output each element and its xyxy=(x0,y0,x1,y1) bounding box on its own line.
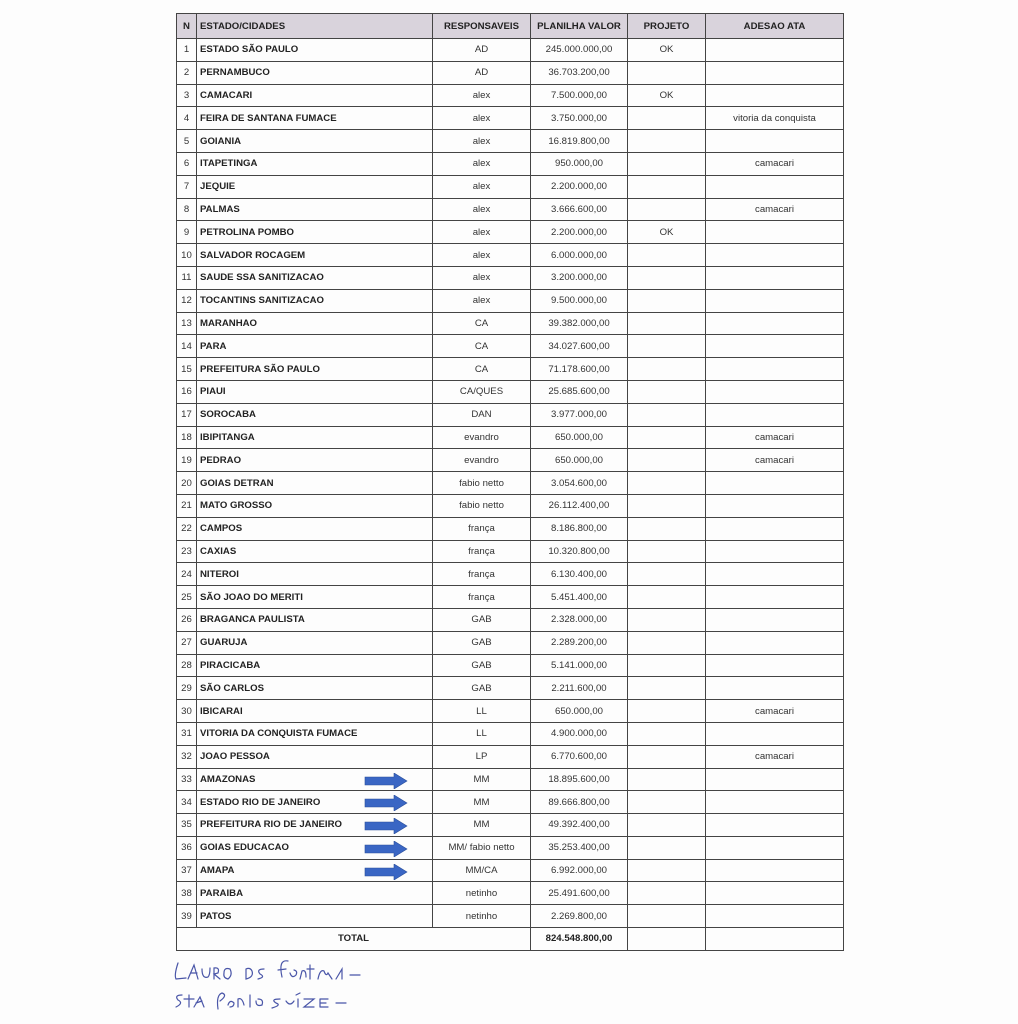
row-estado-cidade: PREFEITURA RIO DE JANEIRO xyxy=(197,814,433,837)
row-planilha-valor: 71.178.600,00 xyxy=(531,358,628,381)
row-adesao-ata xyxy=(706,61,844,84)
row-planilha-valor: 2.200.000,00 xyxy=(531,175,628,198)
row-number: 34 xyxy=(177,791,197,814)
row-responsavel: frança xyxy=(433,563,531,586)
row-projeto xyxy=(628,380,706,403)
arrow-right-icon xyxy=(364,795,408,811)
table-row xyxy=(177,403,844,426)
row-number: 13 xyxy=(177,312,197,335)
row-planilha-valor: 26.112.400,00 xyxy=(531,494,628,517)
row-number: 15 xyxy=(177,358,197,381)
row-estado-cidade: PALMAS xyxy=(197,198,433,221)
header-planilha-valor: PLANILHA VALOR xyxy=(531,14,628,39)
row-number: 39 xyxy=(177,905,197,928)
row-number: 6 xyxy=(177,152,197,175)
row-estado-cidade: CAMACARI xyxy=(197,84,433,107)
table-row xyxy=(177,244,844,267)
row-estado-cidade: IBIPITANGA xyxy=(197,426,433,449)
header-adesao-ata: ADESAO ATA xyxy=(706,14,844,39)
row-projeto xyxy=(628,859,706,882)
row-number: 38 xyxy=(177,882,197,905)
table-row xyxy=(177,494,844,517)
spreadsheet-document xyxy=(176,13,843,951)
row-projeto xyxy=(628,608,706,631)
row-number: 17 xyxy=(177,403,197,426)
table-row xyxy=(177,631,844,654)
row-projeto xyxy=(628,107,706,130)
row-estado-cidade: IBICARAI xyxy=(197,700,433,723)
row-responsavel: LP xyxy=(433,745,531,768)
row-responsavel: LL xyxy=(433,700,531,723)
row-number: 30 xyxy=(177,700,197,723)
table-row xyxy=(177,107,844,130)
row-estado-cidade: PARA xyxy=(197,335,433,358)
row-responsavel: fabio netto xyxy=(433,472,531,495)
row-projeto: OK xyxy=(628,84,706,107)
row-planilha-valor: 34.027.600,00 xyxy=(531,335,628,358)
row-projeto xyxy=(628,745,706,768)
row-responsavel: alex xyxy=(433,152,531,175)
row-projeto xyxy=(628,722,706,745)
table-row xyxy=(177,517,844,540)
row-projeto xyxy=(628,175,706,198)
table-row xyxy=(177,472,844,495)
row-estado-cidade: SÃO CARLOS xyxy=(197,677,433,700)
table-row xyxy=(177,152,844,175)
row-estado-cidade: SOROCABA xyxy=(197,403,433,426)
row-adesao-ata xyxy=(706,563,844,586)
row-adesao-ata xyxy=(706,608,844,631)
row-number: 23 xyxy=(177,540,197,563)
row-planilha-valor: 6.130.400,00 xyxy=(531,563,628,586)
row-adesao-ata: camacari xyxy=(706,449,844,472)
row-estado-cidade: SÃO JOAO DO MERITI xyxy=(197,586,433,609)
row-projeto xyxy=(628,540,706,563)
row-projeto xyxy=(628,631,706,654)
row-adesao-ata: camacari xyxy=(706,700,844,723)
row-projeto: OK xyxy=(628,221,706,244)
row-estado-cidade: AMAZONAS xyxy=(197,768,433,791)
row-projeto xyxy=(628,358,706,381)
row-planilha-valor: 16.819.800,00 xyxy=(531,130,628,153)
row-estado-cidade: FEIRA DE SANTANA FUMACE xyxy=(197,107,433,130)
row-responsavel: frança xyxy=(433,586,531,609)
row-estado-cidade: CAMPOS xyxy=(197,517,433,540)
row-responsavel: netinho xyxy=(433,882,531,905)
row-number: 7 xyxy=(177,175,197,198)
row-adesao-ata xyxy=(706,130,844,153)
table-row xyxy=(177,175,844,198)
row-number: 36 xyxy=(177,836,197,859)
table-row xyxy=(177,380,844,403)
row-estado-cidade: SAUDE SSA SANITIZACAO xyxy=(197,266,433,289)
row-responsavel: MM/ fabio netto xyxy=(433,836,531,859)
row-adesao-ata xyxy=(706,768,844,791)
table-row xyxy=(177,312,844,335)
row-responsavel: alex xyxy=(433,221,531,244)
row-projeto xyxy=(628,882,706,905)
table-row xyxy=(177,882,844,905)
row-estado-cidade: PETROLINA POMBO xyxy=(197,221,433,244)
row-estado-cidade: GUARUJA xyxy=(197,631,433,654)
row-responsavel: MM xyxy=(433,768,531,791)
header-estado-cidades: ESTADO/CIDADES xyxy=(197,14,433,39)
row-estado-cidade: AMAPA xyxy=(197,859,433,882)
row-planilha-valor: 9.500.000,00 xyxy=(531,289,628,312)
row-estado-cidade: MATO GROSSO xyxy=(197,494,433,517)
row-projeto xyxy=(628,494,706,517)
row-responsavel: GAB xyxy=(433,677,531,700)
row-adesao-ata xyxy=(706,472,844,495)
row-responsavel: alex xyxy=(433,84,531,107)
row-projeto xyxy=(628,517,706,540)
row-number: 24 xyxy=(177,563,197,586)
row-responsavel: alex xyxy=(433,198,531,221)
table-row xyxy=(177,608,844,631)
row-adesao-ata: camacari xyxy=(706,426,844,449)
row-adesao-ata xyxy=(706,335,844,358)
row-planilha-valor: 3.054.600,00 xyxy=(531,472,628,495)
table-row xyxy=(177,289,844,312)
row-planilha-valor: 650.000,00 xyxy=(531,426,628,449)
row-estado-cidade: GOIAS DETRAN xyxy=(197,472,433,495)
row-adesao-ata xyxy=(706,266,844,289)
row-planilha-valor: 35.253.400,00 xyxy=(531,836,628,859)
arrow-right-icon xyxy=(364,864,408,880)
row-responsavel: alex xyxy=(433,289,531,312)
row-planilha-valor: 10.320.800,00 xyxy=(531,540,628,563)
row-responsavel: DAN xyxy=(433,403,531,426)
row-number: 27 xyxy=(177,631,197,654)
table-row xyxy=(177,563,844,586)
table-row xyxy=(177,130,844,153)
row-number: 2 xyxy=(177,61,197,84)
row-projeto xyxy=(628,563,706,586)
row-planilha-valor: 5.141.000,00 xyxy=(531,654,628,677)
row-estado-cidade: PATOS xyxy=(197,905,433,928)
total-value: 824.548.800,00 xyxy=(531,928,628,951)
row-responsavel: alex xyxy=(433,107,531,130)
row-adesao-ata xyxy=(706,380,844,403)
row-projeto xyxy=(628,426,706,449)
row-projeto xyxy=(628,312,706,335)
row-adesao-ata: camacari xyxy=(706,152,844,175)
row-responsavel: GAB xyxy=(433,654,531,677)
row-number: 3 xyxy=(177,84,197,107)
row-responsavel: frança xyxy=(433,540,531,563)
row-planilha-valor: 3.750.000,00 xyxy=(531,107,628,130)
row-projeto xyxy=(628,198,706,221)
row-planilha-valor: 3.977.000,00 xyxy=(531,403,628,426)
row-projeto xyxy=(628,905,706,928)
row-estado-cidade: PEDRAO xyxy=(197,449,433,472)
row-number: 25 xyxy=(177,586,197,609)
row-planilha-valor: 25.685.600,00 xyxy=(531,380,628,403)
row-estado-cidade: PARAIBA xyxy=(197,882,433,905)
row-projeto xyxy=(628,289,706,312)
row-estado-cidade: CAXIAS xyxy=(197,540,433,563)
table-row xyxy=(177,84,844,107)
row-projeto xyxy=(628,836,706,859)
total-adesao-cell xyxy=(706,928,844,951)
row-planilha-valor: 6.992.000,00 xyxy=(531,859,628,882)
row-planilha-valor: 2.289.200,00 xyxy=(531,631,628,654)
row-adesao-ata xyxy=(706,517,844,540)
row-planilha-valor: 3.666.600,00 xyxy=(531,198,628,221)
row-responsavel: CA xyxy=(433,335,531,358)
row-responsavel: fabio netto xyxy=(433,494,531,517)
row-adesao-ata xyxy=(706,358,844,381)
row-projeto xyxy=(628,654,706,677)
row-planilha-valor: 2.211.600,00 xyxy=(531,677,628,700)
row-estado-cidade: NITEROI xyxy=(197,563,433,586)
table-row xyxy=(177,449,844,472)
total-projeto-cell xyxy=(628,928,706,951)
row-estado-cidade: PIRACICABA xyxy=(197,654,433,677)
row-projeto xyxy=(628,61,706,84)
handwritten-note xyxy=(170,955,410,1017)
header-n: N xyxy=(177,14,197,39)
table-row xyxy=(177,722,844,745)
row-number: 10 xyxy=(177,244,197,267)
row-projeto xyxy=(628,814,706,837)
row-number: 9 xyxy=(177,221,197,244)
row-responsavel: CA xyxy=(433,358,531,381)
row-responsavel: netinho xyxy=(433,905,531,928)
row-planilha-valor: 39.382.000,00 xyxy=(531,312,628,335)
row-estado-cidade: GOIANIA xyxy=(197,130,433,153)
row-planilha-valor: 650.000,00 xyxy=(531,700,628,723)
row-projeto: OK xyxy=(628,39,706,62)
row-responsavel: frança xyxy=(433,517,531,540)
row-projeto xyxy=(628,768,706,791)
row-number: 26 xyxy=(177,608,197,631)
row-adesao-ata xyxy=(706,289,844,312)
row-responsavel: MM xyxy=(433,791,531,814)
row-projeto xyxy=(628,449,706,472)
row-estado-cidade: GOIAS EDUCACAO xyxy=(197,836,433,859)
contracts-table xyxy=(176,13,844,951)
row-number: 37 xyxy=(177,859,197,882)
row-responsavel: alex xyxy=(433,266,531,289)
row-estado-cidade: BRAGANCA PAULISTA xyxy=(197,608,433,631)
total-row xyxy=(177,928,844,951)
row-estado-cidade: MARANHAO xyxy=(197,312,433,335)
row-adesao-ata xyxy=(706,859,844,882)
row-adesao-ata xyxy=(706,39,844,62)
table-row xyxy=(177,654,844,677)
row-number: 19 xyxy=(177,449,197,472)
row-planilha-valor: 4.900.000,00 xyxy=(531,722,628,745)
row-projeto xyxy=(628,152,706,175)
row-planilha-valor: 245.000.000,00 xyxy=(531,39,628,62)
row-number: 11 xyxy=(177,266,197,289)
row-projeto xyxy=(628,677,706,700)
row-planilha-valor: 36.703.200,00 xyxy=(531,61,628,84)
row-adesao-ata: camacari xyxy=(706,198,844,221)
row-adesao-ata xyxy=(706,722,844,745)
row-adesao-ata xyxy=(706,540,844,563)
row-responsavel: GAB xyxy=(433,631,531,654)
table-row xyxy=(177,540,844,563)
table-row xyxy=(177,791,844,814)
table-row xyxy=(177,814,844,837)
table-row xyxy=(177,39,844,62)
row-adesao-ata xyxy=(706,175,844,198)
row-responsavel: LL xyxy=(433,722,531,745)
row-projeto xyxy=(628,472,706,495)
table-row xyxy=(177,836,844,859)
table-row xyxy=(177,335,844,358)
row-projeto xyxy=(628,700,706,723)
row-planilha-valor: 7.500.000,00 xyxy=(531,84,628,107)
table-row xyxy=(177,745,844,768)
row-estado-cidade: ITAPETINGA xyxy=(197,152,433,175)
row-adesao-ata xyxy=(706,84,844,107)
row-adesao-ata xyxy=(706,836,844,859)
row-number: 29 xyxy=(177,677,197,700)
row-responsavel: CA xyxy=(433,312,531,335)
row-adesao-ata xyxy=(706,654,844,677)
table-row xyxy=(177,859,844,882)
row-responsavel: AD xyxy=(433,39,531,62)
row-number: 1 xyxy=(177,39,197,62)
row-planilha-valor: 2.328.000,00 xyxy=(531,608,628,631)
row-estado-cidade: TOCANTINS SANITIZACAO xyxy=(197,289,433,312)
row-number: 12 xyxy=(177,289,197,312)
row-adesao-ata xyxy=(706,312,844,335)
row-adesao-ata: vitoria da conquista xyxy=(706,107,844,130)
row-number: 20 xyxy=(177,472,197,495)
row-responsavel: MM/CA xyxy=(433,859,531,882)
row-number: 18 xyxy=(177,426,197,449)
row-responsavel: MM xyxy=(433,814,531,837)
row-adesao-ata xyxy=(706,244,844,267)
total-label: TOTAL xyxy=(177,928,531,951)
row-responsavel: alex xyxy=(433,244,531,267)
row-estado-cidade: SALVADOR ROCAGEM xyxy=(197,244,433,267)
row-planilha-valor: 6.000.000,00 xyxy=(531,244,628,267)
arrow-right-icon xyxy=(364,773,408,789)
row-planilha-valor: 650.000,00 xyxy=(531,449,628,472)
row-estado-cidade: PERNAMBUCO xyxy=(197,61,433,84)
row-responsavel: evandro xyxy=(433,426,531,449)
row-estado-cidade: PIAUI xyxy=(197,380,433,403)
row-estado-cidade: ESTADO RIO DE JANEIRO xyxy=(197,791,433,814)
row-projeto xyxy=(628,244,706,267)
row-planilha-valor: 2.200.000,00 xyxy=(531,221,628,244)
row-responsavel: alex xyxy=(433,175,531,198)
row-adesao-ata xyxy=(706,791,844,814)
arrow-right-icon xyxy=(364,818,408,834)
row-number: 22 xyxy=(177,517,197,540)
row-number: 35 xyxy=(177,814,197,837)
row-planilha-valor: 2.269.800,00 xyxy=(531,905,628,928)
row-adesao-ata xyxy=(706,494,844,517)
row-adesao-ata xyxy=(706,403,844,426)
row-responsavel: alex xyxy=(433,130,531,153)
row-adesao-ata: camacari xyxy=(706,745,844,768)
row-projeto xyxy=(628,791,706,814)
row-projeto xyxy=(628,403,706,426)
table-row xyxy=(177,61,844,84)
row-number: 28 xyxy=(177,654,197,677)
table-row xyxy=(177,198,844,221)
header-row xyxy=(177,14,844,39)
row-adesao-ata xyxy=(706,631,844,654)
row-projeto xyxy=(628,266,706,289)
table-row xyxy=(177,358,844,381)
table-row xyxy=(177,266,844,289)
row-planilha-valor: 6.770.600,00 xyxy=(531,745,628,768)
row-estado-cidade: PREFEITURA SÃO PAULO xyxy=(197,358,433,381)
row-number: 4 xyxy=(177,107,197,130)
row-number: 31 xyxy=(177,722,197,745)
row-number: 14 xyxy=(177,335,197,358)
table-row xyxy=(177,700,844,723)
row-adesao-ata xyxy=(706,814,844,837)
arrow-right-icon xyxy=(364,841,408,857)
row-estado-cidade: VITORIA DA CONQUISTA FUMACE xyxy=(197,722,433,745)
row-adesao-ata xyxy=(706,677,844,700)
row-number: 8 xyxy=(177,198,197,221)
row-adesao-ata xyxy=(706,905,844,928)
table-row xyxy=(177,677,844,700)
row-adesao-ata xyxy=(706,221,844,244)
row-planilha-valor: 89.666.800,00 xyxy=(531,791,628,814)
row-planilha-valor: 18.895.600,00 xyxy=(531,768,628,791)
row-number: 33 xyxy=(177,768,197,791)
row-responsavel: AD xyxy=(433,61,531,84)
row-adesao-ata xyxy=(706,586,844,609)
table-row xyxy=(177,905,844,928)
header-projeto: PROJETO xyxy=(628,14,706,39)
row-number: 5 xyxy=(177,130,197,153)
row-planilha-valor: 8.186.800,00 xyxy=(531,517,628,540)
row-planilha-valor: 25.491.600,00 xyxy=(531,882,628,905)
table-row xyxy=(177,426,844,449)
table-row xyxy=(177,221,844,244)
row-responsavel: CA/QUES xyxy=(433,380,531,403)
table-row xyxy=(177,768,844,791)
row-responsavel: GAB xyxy=(433,608,531,631)
row-planilha-valor: 49.392.400,00 xyxy=(531,814,628,837)
row-estado-cidade: ESTADO SÃO PAULO xyxy=(197,39,433,62)
row-projeto xyxy=(628,130,706,153)
row-adesao-ata xyxy=(706,882,844,905)
row-responsavel: evandro xyxy=(433,449,531,472)
row-number: 16 xyxy=(177,380,197,403)
row-projeto xyxy=(628,586,706,609)
header-responsaveis: RESPONSAVEIS xyxy=(433,14,531,39)
row-number: 21 xyxy=(177,494,197,517)
row-projeto xyxy=(628,335,706,358)
row-planilha-valor: 3.200.000,00 xyxy=(531,266,628,289)
table-row xyxy=(177,586,844,609)
row-planilha-valor: 950.000,00 xyxy=(531,152,628,175)
row-estado-cidade: JOAO PESSOA xyxy=(197,745,433,768)
row-planilha-valor: 5.451.400,00 xyxy=(531,586,628,609)
row-estado-cidade: JEQUIE xyxy=(197,175,433,198)
row-number: 32 xyxy=(177,745,197,768)
